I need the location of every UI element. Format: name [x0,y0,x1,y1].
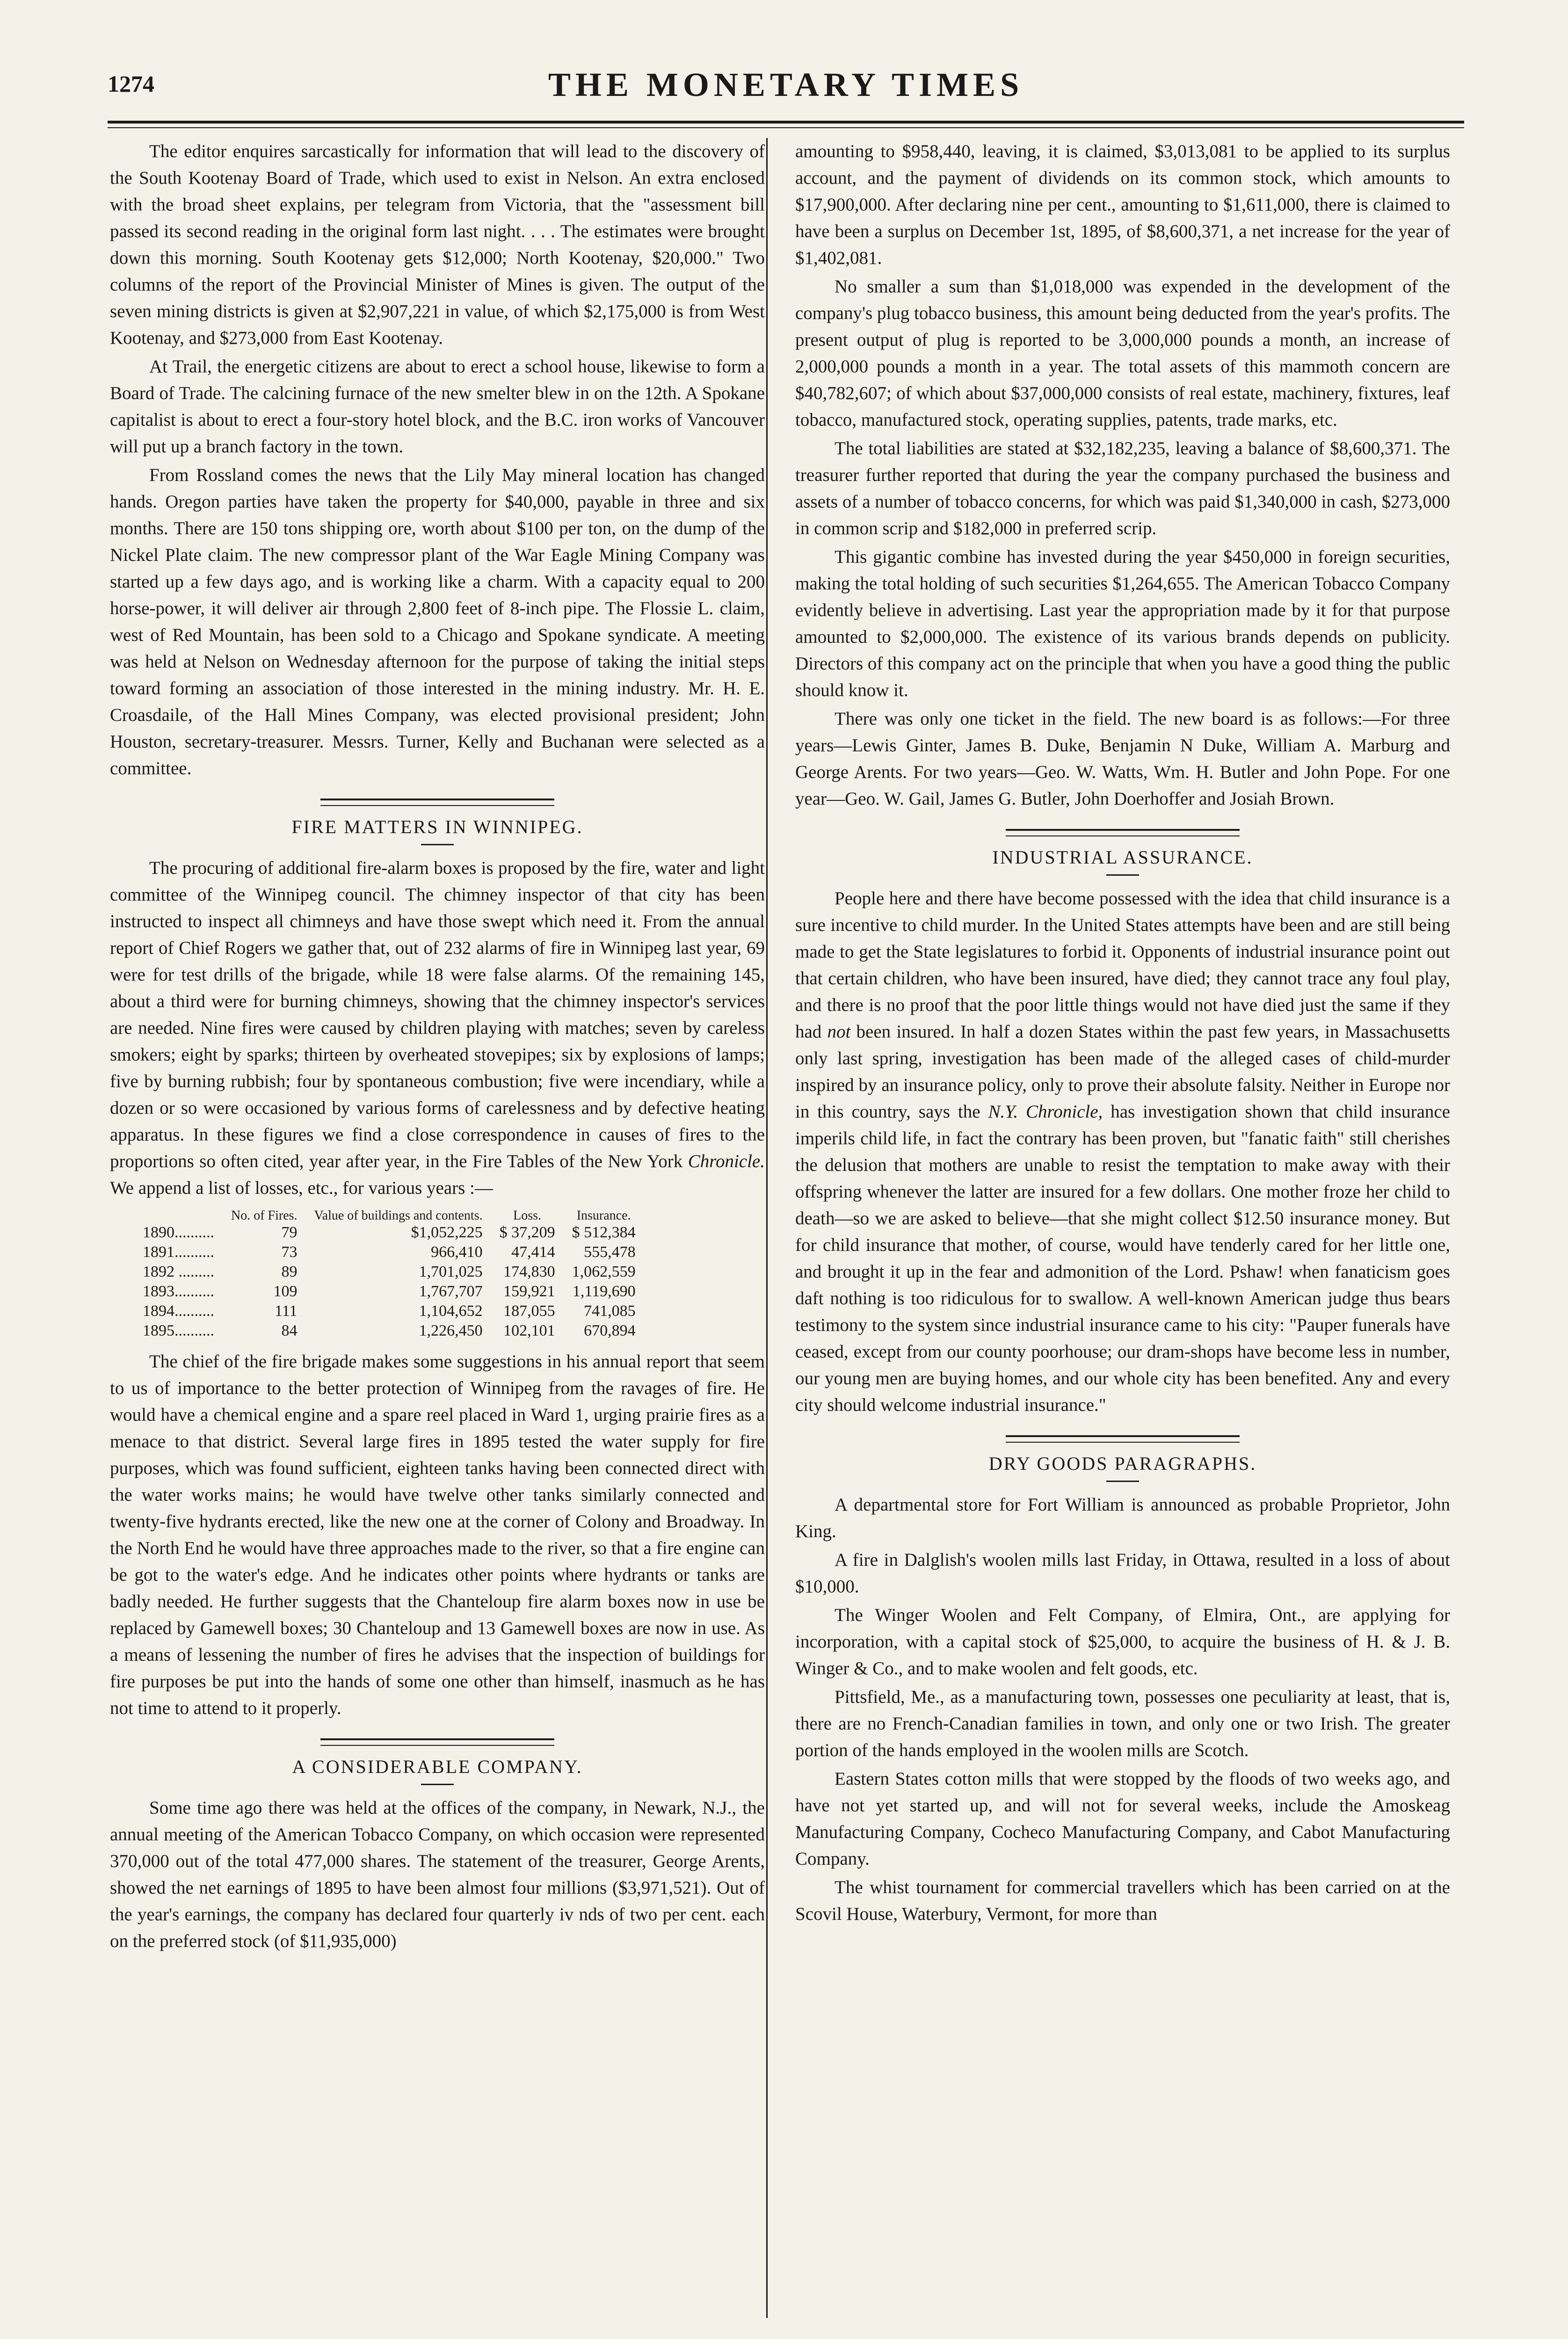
article-paragraph: The total liabilities are stated at $32,182,235, leaving a balance of $8,600,371. The treasurer further reported that during the year the company purchased the business and assets of a number of tobacco concerns, for which was paid $1,340,000 in cash, $273,000 in common scrip and $182,000 in preferred scrip. [795,438,1450,538]
section-heading-fire: FIRE MATTERS IN WINNIPEG. [291,816,583,837]
article-paragraph: The procuring of additional fire-alarm boxes is proposed by the fire, water and light committee of the Winnipeg council. The chimney inspector of that city has been instructed to inspect all chimneys and have those swept which need it. From the annual report of Chief Rogers we gather that, out of 232 alarms of fire in Winnipeg last year, 69 were for test drills of the brigade, while 18 were false alarms. Of the remaining 145, about a third were for burning chimneys, showing that the chimney inspector's services are needed. Nine fires were caused by children playing with matches; seven by careless smokers; eight by sparks; thirteen by overheated stovepipes; six by explosions of lamps; five by burning rubbish; four by spontaneous combustion; five were incendiary, while a dozen or so were occasioned by various forms of carelessness and by defective heating apparatus. In these figures we find a close correspondence in causes of fires to the proportions so often cited, year after year, in the Fire Tables of the New York Chronicle. We append a list of losses, etc., for various years :— [110,858,765,1198]
column-header: Insurance. [576,1208,631,1223]
article-paragraph: The editor enquires sarcastically for information that will lead to the discovery of the South Kootenay Board of Trade, which used to exist in Nelson. An extra enclosed with the broad sheet explains, per telegram from Victoria, that the "assessment bill passed its second reading in the original form last night. . . . The estimates were brought down this morning. South Kootenay gets $12,000; North Kootenay, $20,000." Two columns of the report of the Provincial Minister of Mines is given. The output of the seven mining districts is given at $2,907,221 in value, of which $2,175,000 is from West Kootenay, and $273,000 from East Kootenay. [110,141,765,348]
article-paragraph: From Rossland comes the news that the Lily May mineral location has changed hands. Oregon parties have taken the property for $40,000, payable in three and six months. There are 150 tons shipping ore, worth about $100 per ton, on the dump of the Nickel Plate claim. The new compressor plant of the War Eagle Mining Company was started up a few days ago, and is working like a charm. With a capacity equal to 200 horse-power, it will deliver air through 2,800 feet of 8-inch pipe. The Flossie L. claim, west of Red Mountain, has been sold to a Chicago and Spokane syndicate. A meeting was held at Nelson on Wednesday afternoon for the purpose of taking the initial steps toward forming an association of those interested in the mining industry. Mr. H. E. Croasdaile, of the Hall Mines Company, was elected provisional president; John Houston, secretary-treasurer. Messrs. Turner, Kelly and Buchanan were selected as a committee. [110,465,765,778]
header-rule-thick [108,121,1464,123]
article-paragraph: A fire in Dalglish's woolen mills last Friday, in Ottawa, resulted in a loss of about $10,000. [795,1550,1450,1597]
heading-underline [1106,874,1139,876]
section-divider [320,799,554,806]
table-cell: 102,101 [503,1322,555,1339]
article-paragraph: The chief of the fire brigade makes some suggestions in his annual report that seem to us of importance to the better protection of Winnipeg from the ravages of fire. He would have a chemical engine and a spare reel placed in Ward 1, urging prairie fires as a menace to that district. Several large fires in 1895 tested the water supply for fire purposes, which was found sufficient, eighteen tanks having been connected direct with the water works mains; he would have twelve other tanks similarly connected and twenty-five hydrants erected, like the new one at the corner of Colony and Broadway. In the North End he would have three approaches made to the river, so that a fire engine can be got to the water's edge. And he indicates other points where hydrants or tanks are badly needed. He further suggests that the Chanteloup fire alarm boxes now in use be replaced by Gamewell boxes; 30 Chanteloup and 13 Gamewell boxes are now in use. As a means of lessening the number of fires he advises that the inspection of buildings for fire purposes be put into the hands of some one other than himself, inasmuch as he has not time to attend to it properly. [110,1351,765,1718]
table-cell: 73 [281,1243,298,1261]
table-cell: 1,701,025 [419,1263,483,1280]
column-divider [766,138,768,2318]
article-paragraph: A departmental store for Fort William is announced as probable Proprietor, John King. [795,1495,1450,1541]
table-cell: 966,410 [431,1243,483,1261]
table-header-row [143,1209,644,1223]
table-row [143,1242,644,1262]
table-row [143,1321,644,1341]
page-header [108,65,1464,122]
table-cell: 1895.......... [143,1322,214,1339]
table-row [143,1301,644,1321]
article-paragraph: There was only one ticket in the field. The new board is as follows:—For three years—Lewis Ginter, James B. Duke, Benjamin N Duke, William A. Marburg and George Arents. For two years—Geo. W. Watts, Wm. H. Butler and John Pope. For one year—Geo. W. Gail, James G. Butler, John Doerhoffer and Josiah Brown. [795,709,1450,809]
table-cell: 187,055 [503,1302,555,1320]
heading-underline [421,1784,454,1785]
table-row [143,1282,644,1301]
table-cell: 84 [281,1322,298,1339]
fire-losses-table [143,1209,644,1341]
table-row [143,1223,644,1242]
heading-underline [421,844,454,845]
table-cell: 1891.......... [143,1243,214,1261]
table-cell: 47,414 [511,1243,555,1261]
table-cell: 159,921 [503,1283,555,1300]
table-cell: $ 37,209 [499,1224,555,1241]
right-column [795,138,1450,1927]
heading-underline [1106,1481,1139,1482]
section-heading-industrial: INDUSTRIAL ASSURANCE. [992,847,1253,868]
table-cell: 670,894 [584,1322,636,1339]
article-paragraph: amounting to $958,440, leaving, it is claimed, $3,013,081 to be applied to its surplus account, and the payment of dividends on its common stock, which amounts to $17,900,000. After declaring nine per cent., amounting to $1,611,000, there is claimed to have been a surplus on December 1st, 1895, of $8,600,371, a net increase for the year of $1,402,081. [795,141,1450,268]
table-cell: 1,226,450 [419,1322,483,1339]
article-paragraph: People here and there have become possessed with the idea that child insurance is a sure incentive to child murder. In the United States attempts have been and are still being made to get the State legislatures to forbid it. Opponents of industrial insurance point out that certain children, who have been insured, have died; they cannot trace any foul play, and there is no proof that the poor little things would not have died just the same if they had not been insured. In half a dozen States within the past few years, in Massachusetts only last spring, investigation has been made of the alleged cases of child-murder inspired by an insurance policy, only to prove their absolute falsity. Neither in Europe nor in this country, says the N.Y. Chronicle, has investigation shown that child insurance imperils child life, in fact the contrary has been proven, but "fanatic faith" still cherishes the delusion that mothers are unable to resist the temptation to make away with their offspring whenever the latter are insured for a few dollars. One mother froze her child to death—so we are asked to believe—that she might collect $12.50 insurance money. But for child insurance that mother, of course, would have tenderly cared for her little one, and brought it up in the fear and admonition of the Lord. Pshaw! when fanaticism goes daft nothing is too ridiculous for to swallow. A well-known American judge thus bears testimony to the system since industrial insurance came to his city: "Pauper funerals have ceased, except from our county poorhouse; our dram-shops have become less in number, our young men are buying homes, and our whole city has been benefited. Any and every city should welcome industrial insurance." [795,888,1451,1415]
table-cell: 174,830 [503,1263,555,1280]
section-heading-company: A CONSIDERABLE COMPANY. [292,1756,583,1777]
table-cell: 1893.......... [143,1283,214,1300]
column-header [143,1209,223,1223]
table-cell: 1892 ......... [143,1263,214,1280]
section-heading-dry-goods: DRY GOODS PARAGRAPHS. [988,1453,1257,1474]
article-paragraph: Eastern States cotton mills that were stopped by the floods of two weeks ago, and have not yet started up, and will not for several weeks, include the Amoskeag Manufacturing Company, Cocheco Manufacturing Company, and Cabot Manufacturing Company. [795,1769,1450,1869]
table-cell: 1,119,690 [572,1283,636,1300]
table-cell: 1,062,559 [572,1263,636,1280]
table-cell: 1890.......... [143,1224,214,1241]
article-paragraph: No smaller a sum than $1,018,000 was expended in the development of the company's plug tobacco business, this amount being deducted from the year's profits. The present output of plug is reported to be 3,000,000 pounds a month, an increase of 2,000,000 pounds a month in a year. The total assets of this mammoth concern are $40,782,607; of which about $37,000,000 consists of real estate, machinery, fixtures, leaf tobacco, manufactured stock, operating supplies, patents, trade marks, etc. [795,276,1450,430]
header-rule-thin [108,127,1464,128]
table-cell: 111 [275,1302,298,1320]
article-paragraph: Some time ago there was held at the offices of the company, in Newark, N.J., the annual meeting of the American Tobacco Company, on which occasion were represented 370,000 out of the total 477,000 shares. The statement of the treasurer, George Arents, showed the net earnings of 1895 to have been almost four millions ($3,971,521). Out of the year's earnings, the company has declared four quarterly iv nds of two per cent. each on the preferred stock (of $11,935,000) [110,1798,765,1951]
table-cell: 555,478 [584,1243,636,1261]
table-cell: 109 [273,1283,298,1300]
masthead-title: THE MONETARY TIMES [548,66,1024,103]
page-number: 1274 [108,71,154,97]
table-cell: 89 [281,1263,298,1280]
article-paragraph: Pittsfield, Me., as a manufacturing town, possesses one peculiarity at least, that is, there are no French-Canadian families in town, and only one or two Irish. The greater portion of the hands employed in the woolen mills are Scotch. [795,1687,1450,1760]
table-cell: 1,767,707 [419,1283,483,1300]
table-cell: $ 512,384 [572,1224,636,1241]
table-cell: $1,052,225 [411,1224,483,1241]
column-header: Loss. [513,1208,542,1223]
table-cell: 1,104,652 [419,1302,483,1320]
article-paragraph: The whist tournament for commercial travellers which has been carried on at the Scovil House, Waterbury, Vermont, for more than [795,1877,1450,1924]
article-paragraph: The Winger Woolen and Felt Company, of Elmira, Ont., are applying for incorporation, with a capital stock of $25,000, to acquire the business of H. & J. B. Winger & Co., and to make woolen and felt goods, etc. [795,1605,1450,1678]
left-column [110,138,765,1954]
section-divider [1006,1435,1240,1443]
table-row [143,1262,644,1282]
section-divider [320,1738,554,1746]
article-paragraph: This gigantic combine has invested during the year $450,000 in foreign securities, making the total holding of such securities $1,264,655. The American Tobacco Company evidently believe in advertising. Last year the appropriation made by it for that purpose amounted to $2,000,000. The existence of its various brands depends on publicity. Directors of this company act on the principle that when you have a good thing the public should know it. [795,547,1450,700]
column-header: No. of Fires. [231,1208,298,1223]
table-cell: 1894.......... [143,1302,214,1320]
table-cell: 741,085 [584,1302,636,1320]
section-divider [1006,829,1240,836]
article-paragraph: At Trail, the energetic citizens are about to erect a school house, likewise to form a Board of Trade. The calcining furnace of the new smelter blew in on the 12th. A Spokane capitalist is about to erect a four-story hotel block, and the B.C. iron works of Vancouver will put up a branch factory in the town. [110,356,765,457]
table-cell: 79 [281,1224,298,1241]
column-header: Value of buildings and contents. [314,1208,483,1223]
